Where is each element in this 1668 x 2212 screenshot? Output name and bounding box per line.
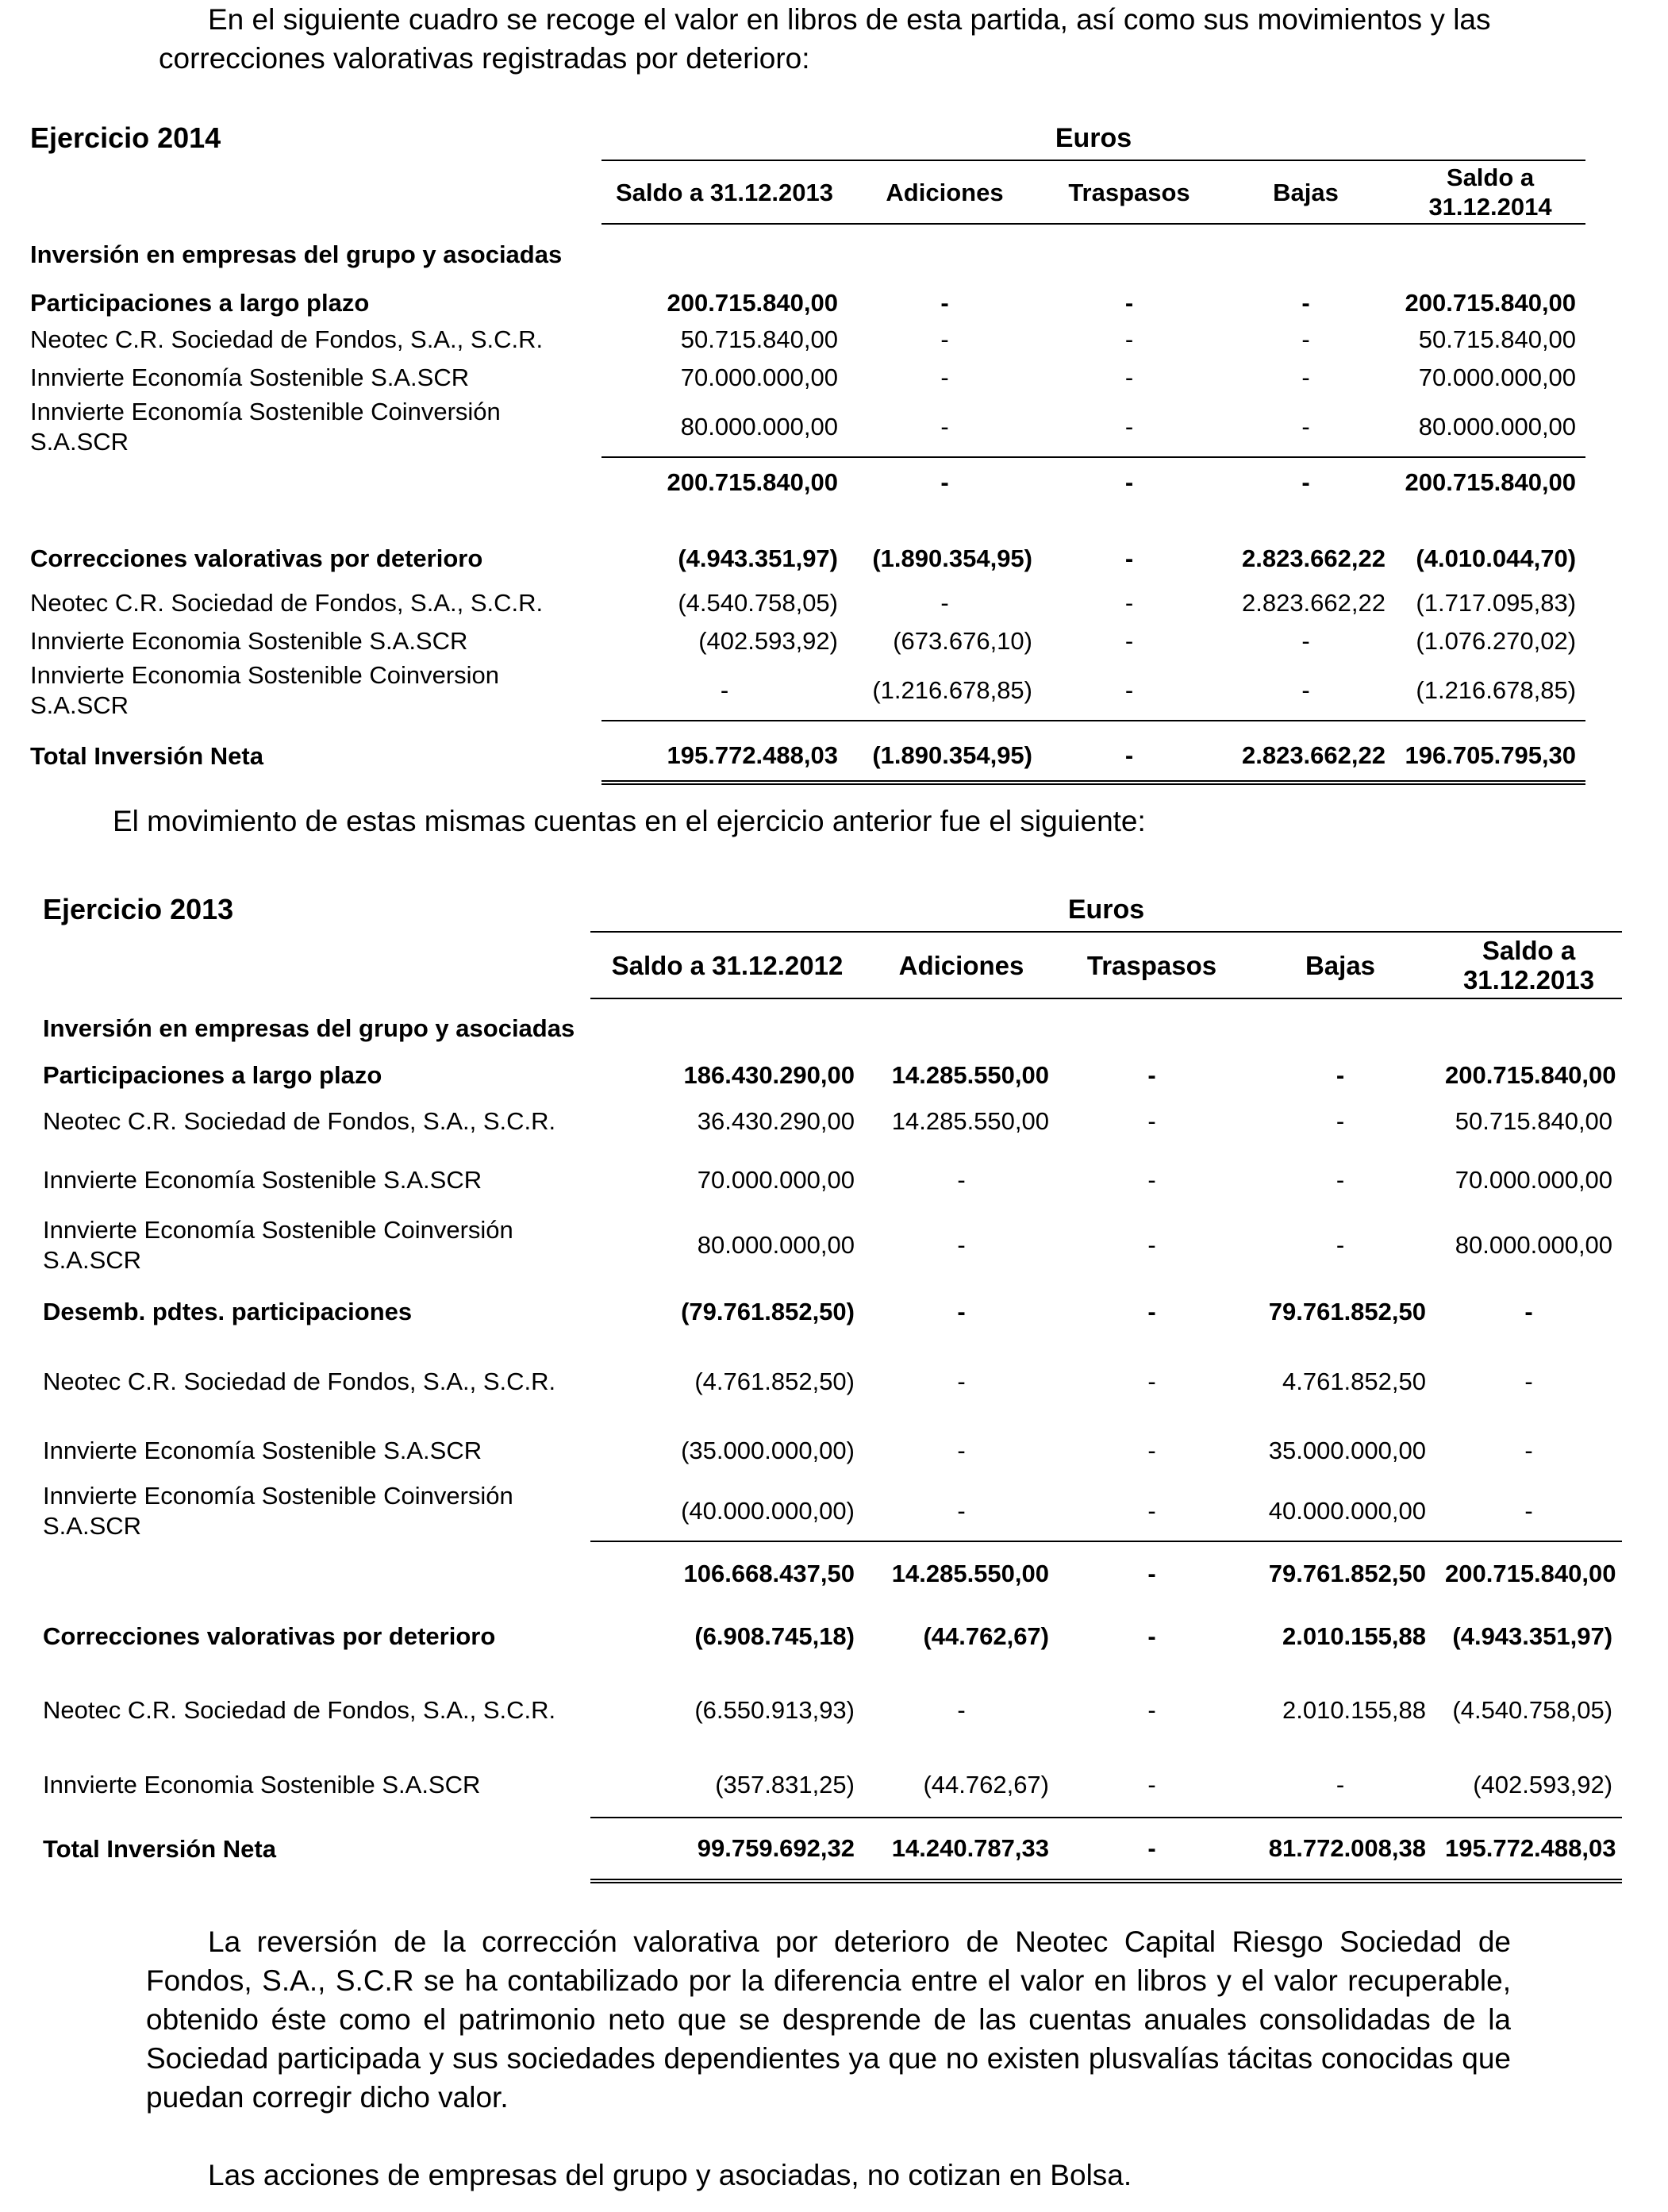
cell-value: - xyxy=(1524,1368,1533,1395)
table-title: Ejercicio 2013 xyxy=(43,893,234,925)
intro-2014: En el siguiente cuadro se recoge el valor en libros de esta partida, así como sus movimientos y las correcciones valorativas registradas por deterioro: xyxy=(159,3,1491,75)
cell-value: - xyxy=(1147,1437,1156,1464)
cell-value: 79.761.852,50 xyxy=(1268,1298,1426,1325)
cell-value: - xyxy=(1301,325,1310,353)
row-label: Neotec C.R. Sociedad de Fondos, S.A., S.C.R. xyxy=(30,589,544,617)
cell-value: - xyxy=(1147,1770,1156,1798)
cell-value: - xyxy=(1336,1770,1345,1798)
table-2014 xyxy=(30,116,1585,785)
table-row xyxy=(30,286,1585,321)
cell-value: - xyxy=(1124,544,1134,572)
row-label: Innvierte Economia Sostenible S.A.SCR xyxy=(43,1771,481,1798)
cell-value: 50.715.840,00 xyxy=(1418,325,1577,353)
cell-value: - xyxy=(1147,1231,1156,1259)
col-header: Saldo a 31.12.2013 xyxy=(601,160,847,224)
col-header: Saldo a 31.12.2014 xyxy=(1395,160,1585,224)
table-row xyxy=(30,397,1585,457)
cell-value: 80.000.000,00 xyxy=(1418,412,1577,440)
cell-value: - xyxy=(847,457,1042,506)
table-row xyxy=(30,321,1585,359)
cell-value: - xyxy=(1336,1061,1345,1089)
currency-header: Euros xyxy=(590,887,1622,932)
cell-value: (402.593,92) xyxy=(698,627,838,655)
cell-value: - xyxy=(957,1368,966,1395)
cell-value: - xyxy=(940,325,949,353)
row-label: Innvierte Economía Sostenible S.A.SCR xyxy=(30,364,470,391)
group-label: Inversión en empresas del grupo y asociadas xyxy=(43,1014,575,1042)
currency-header: Euros xyxy=(601,116,1585,160)
table-row xyxy=(43,1059,1622,1092)
cell-value: - xyxy=(957,1496,966,1525)
cell-value: (1.216.678,85) xyxy=(1416,675,1577,704)
cell-value: (357.831,25) xyxy=(715,1770,855,1798)
table-row xyxy=(43,1818,1622,1881)
cell-value: 2.823.662,22 xyxy=(1241,589,1386,617)
row-label: Participaciones a largo plazo xyxy=(30,289,370,317)
cell-value: - xyxy=(1336,1107,1345,1135)
table-row xyxy=(43,1541,1622,1605)
cell-value: - xyxy=(720,675,729,704)
cell-value: - xyxy=(940,412,949,440)
cell-value: (6.550.913,93) xyxy=(694,1696,855,1724)
cell-value: 70.000.000,00 xyxy=(1418,364,1577,391)
row-label: Total Inversión Neta xyxy=(30,742,263,770)
cell-value: (1.717.095,83) xyxy=(1416,589,1577,617)
cell-value: - xyxy=(1147,1368,1156,1395)
cell-value: 186.430.290,00 xyxy=(683,1061,855,1089)
row-label: Neotec C.R. Sociedad de Fondos, S.A., S.C.R. xyxy=(30,325,544,353)
table-row xyxy=(43,1210,1622,1281)
cell-value: (44.762,67) xyxy=(923,1622,1049,1650)
row-label: Neotec C.R. Sociedad de Fondos, S.A., S.C.R. xyxy=(43,1107,556,1135)
cell-value: 35.000.000,00 xyxy=(1268,1437,1426,1464)
cell-value: - xyxy=(940,589,949,617)
cell-value: 200.715.840,00 xyxy=(1435,1541,1622,1605)
cell-value: - xyxy=(957,1298,966,1325)
table-row xyxy=(43,1281,1622,1343)
cell-value: - xyxy=(1147,1107,1156,1135)
cell-value: - xyxy=(1301,412,1310,440)
col-header: Adiciones xyxy=(847,160,1042,224)
col-header: Saldo a 31.12.2012 xyxy=(590,932,864,998)
cell-value: - xyxy=(957,1231,966,1259)
cell-value: (1.076.270,02) xyxy=(1416,627,1577,655)
table-row xyxy=(43,1752,1622,1818)
cell-value: - xyxy=(1301,289,1310,317)
cell-value: 200.715.840,00 xyxy=(601,457,847,506)
cell-value: 99.759.692,32 xyxy=(590,1818,864,1881)
cell-value: - xyxy=(1124,589,1134,617)
cell-value: 4.761.852,50 xyxy=(1282,1368,1426,1395)
cell-value: - xyxy=(1124,412,1134,440)
closing-paragraph-1: La reversión de la corrección valorativa por deterioro de Neotec Capital Riesgo Sociedad de Fondos, S.A., S.C.R se ha contabilizado por la diferencia entre el valor en libros y el valor recuperable, obtenido éste como el patrimonio neto que se desprende de las cuentas anuales consolidadas de la Sociedad participada y sus sociedades dependientes ya que no existen plusvalías tácitas conocidas que puedan corregir dicho valor. xyxy=(146,1925,1511,2114)
cell-value: - xyxy=(1059,1818,1245,1881)
col-header: Bajas xyxy=(1216,160,1395,224)
cell-value: - xyxy=(1124,364,1134,391)
cell-value: (4.943.351,97) xyxy=(678,544,838,572)
row-label: Innvierte Economía Sostenible S.A.SCR xyxy=(43,1437,482,1464)
cell-value: - xyxy=(957,1166,966,1194)
cell-value: 36.430.290,00 xyxy=(697,1107,855,1135)
cell-value: - xyxy=(1147,1496,1156,1525)
cell-value: - xyxy=(1147,1622,1156,1650)
intro-2013: El movimiento de estas mismas cuentas en el ejercicio anterior fue el siguiente: xyxy=(113,805,1146,837)
cell-value: (673.676,10) xyxy=(893,627,1032,655)
table-row xyxy=(43,1343,1622,1421)
row-label xyxy=(43,1541,590,1605)
cell-value: (4.540.758,05) xyxy=(1452,1696,1613,1724)
cell-value: 14.285.550,00 xyxy=(891,1061,1049,1089)
cell-value: - xyxy=(1524,1437,1533,1464)
col-header: Traspasos xyxy=(1042,160,1216,224)
row-label: Neotec C.R. Sociedad de Fondos, S.A., S.C.R. xyxy=(43,1368,556,1395)
cell-value: (402.593,92) xyxy=(1473,1770,1613,1798)
cell-value: 2.823.662,22 xyxy=(1241,544,1386,572)
row-label xyxy=(30,457,601,506)
cell-value: 79.761.852,50 xyxy=(1245,1541,1435,1605)
table-row xyxy=(30,584,1585,622)
row-label: Innvierte Economia Sostenible Coinversion S.A.SCR xyxy=(30,661,500,719)
cell-value: 70.000.000,00 xyxy=(697,1166,855,1194)
row-label: Correcciones valorativas por deterioro xyxy=(30,544,483,572)
cell-value: - xyxy=(1124,325,1134,353)
col-header: Traspasos xyxy=(1059,932,1245,998)
cell-value: 70.000.000,00 xyxy=(1455,1166,1613,1194)
cell-value: 40.000.000,00 xyxy=(1268,1496,1426,1525)
cell-value: (1.890.354,95) xyxy=(847,721,1042,783)
cell-value: 196.705.795,30 xyxy=(1395,721,1585,783)
table-row xyxy=(30,359,1585,397)
cell-value: (6.908.745,18) xyxy=(694,1622,855,1650)
row-label: Total Inversión Neta xyxy=(43,1835,276,1863)
cell-value: (4.943.351,97) xyxy=(1452,1622,1613,1650)
cell-value: - xyxy=(1216,457,1395,506)
cell-value: (4.540.758,05) xyxy=(678,589,838,617)
cell-value: 2.010.155,88 xyxy=(1282,1696,1426,1724)
cell-value: - xyxy=(1301,675,1310,704)
cell-value: (1.216.678,85) xyxy=(872,675,1032,704)
cell-value: 14.240.787,33 xyxy=(864,1818,1059,1881)
cell-value: - xyxy=(1301,364,1310,391)
cell-value: 106.668.437,50 xyxy=(590,1541,864,1605)
table-2013 xyxy=(43,887,1622,1883)
row-label: Neotec C.R. Sociedad de Fondos, S.A., S.C.R. xyxy=(43,1696,556,1724)
row-label: Participaciones a largo plazo xyxy=(43,1061,382,1089)
cell-value: (4.010.044,70) xyxy=(1416,544,1577,572)
cell-value: - xyxy=(1301,627,1310,655)
cell-value: 200.715.840,00 xyxy=(1395,457,1585,506)
table-row xyxy=(43,1668,1622,1752)
table-row xyxy=(43,1481,1622,1541)
cell-value: - xyxy=(1124,675,1134,704)
cell-value: - xyxy=(1524,1496,1533,1525)
col-header: Saldo a 31.12.2013 xyxy=(1435,932,1622,998)
cell-value: - xyxy=(1336,1166,1345,1194)
row-label: Desemb. pdtes. participaciones xyxy=(43,1298,413,1325)
cell-value: - xyxy=(957,1437,966,1464)
cell-value: (44.762,67) xyxy=(923,1770,1049,1798)
cell-value: 2.823.662,22 xyxy=(1216,721,1395,783)
table-row xyxy=(30,457,1585,506)
cell-value: 195.772.488,03 xyxy=(1435,1818,1622,1881)
cell-value: - xyxy=(1042,457,1216,506)
cell-value: 81.772.008,38 xyxy=(1245,1818,1435,1881)
row-label: Innvierte Economía Sostenible S.A.SCR xyxy=(43,1166,482,1194)
row-label: Correcciones valorativas por deterioro xyxy=(43,1622,496,1650)
cell-value: - xyxy=(1336,1231,1345,1259)
cell-value: - xyxy=(940,364,949,391)
cell-value: 2.010.155,88 xyxy=(1282,1622,1426,1650)
cell-value: - xyxy=(1042,721,1216,783)
cell-value: (4.761.852,50) xyxy=(694,1368,855,1395)
table-title: Ejercicio 2014 xyxy=(30,121,221,154)
cell-value: 50.715.840,00 xyxy=(1455,1107,1613,1135)
cell-value: 200.715.840,00 xyxy=(1445,1061,1616,1089)
cell-value: (40.000.000,00) xyxy=(681,1496,855,1525)
cell-value: 50.715.840,00 xyxy=(680,325,838,353)
cell-value: - xyxy=(1147,1061,1156,1089)
table-row xyxy=(43,1092,1622,1151)
group-label: Inversión en empresas del grupo y asociadas xyxy=(30,240,563,268)
row-label: Innvierte Economía Sostenible Coinversión S.A.SCR xyxy=(43,1482,513,1540)
cell-value: 80.000.000,00 xyxy=(680,412,838,440)
cell-value: - xyxy=(1059,1541,1245,1605)
cell-value: 70.000.000,00 xyxy=(680,364,838,391)
row-label: Innvierte Economía Sostenible Coinversión S.A.SCR xyxy=(43,1216,513,1274)
cell-value: - xyxy=(1147,1298,1156,1325)
cell-value: (79.761.852,50) xyxy=(681,1298,855,1325)
cell-value: 14.285.550,00 xyxy=(864,1541,1059,1605)
table-row xyxy=(30,721,1585,783)
cell-value: - xyxy=(1147,1696,1156,1724)
cell-value: - xyxy=(1124,289,1134,317)
table-row xyxy=(30,506,1585,584)
table-row xyxy=(43,1151,1622,1210)
closing-paragraph-2: Las acciones de empresas del grupo y asociadas, no cotizan en Bolsa. xyxy=(208,2159,1132,2191)
cell-value: 14.285.550,00 xyxy=(891,1107,1049,1135)
table-row xyxy=(43,1605,1622,1668)
cell-value: - xyxy=(940,289,949,317)
cell-value: 195.772.488,03 xyxy=(601,721,847,783)
col-header: Adiciones xyxy=(864,932,1059,998)
cell-value: 80.000.000,00 xyxy=(697,1231,855,1259)
cell-value: - xyxy=(1524,1298,1533,1325)
row-label: Innvierte Economía Sostenible Coinversión S.A.SCR xyxy=(30,398,501,456)
col-header: Bajas xyxy=(1245,932,1435,998)
cell-value: - xyxy=(957,1696,966,1724)
cell-value: (35.000.000,00) xyxy=(681,1437,855,1464)
cell-value: 80.000.000,00 xyxy=(1455,1231,1613,1259)
row-label: Innvierte Economia Sostenible S.A.SCR xyxy=(30,627,468,655)
table-row xyxy=(30,622,1585,660)
cell-value: 200.715.840,00 xyxy=(667,289,838,317)
table-row xyxy=(30,660,1585,721)
cell-value: (1.890.354,95) xyxy=(872,544,1032,572)
cell-value: 200.715.840,00 xyxy=(1405,289,1577,317)
cell-value: - xyxy=(1147,1166,1156,1194)
cell-value: - xyxy=(1124,627,1134,655)
table-row xyxy=(43,1421,1622,1481)
